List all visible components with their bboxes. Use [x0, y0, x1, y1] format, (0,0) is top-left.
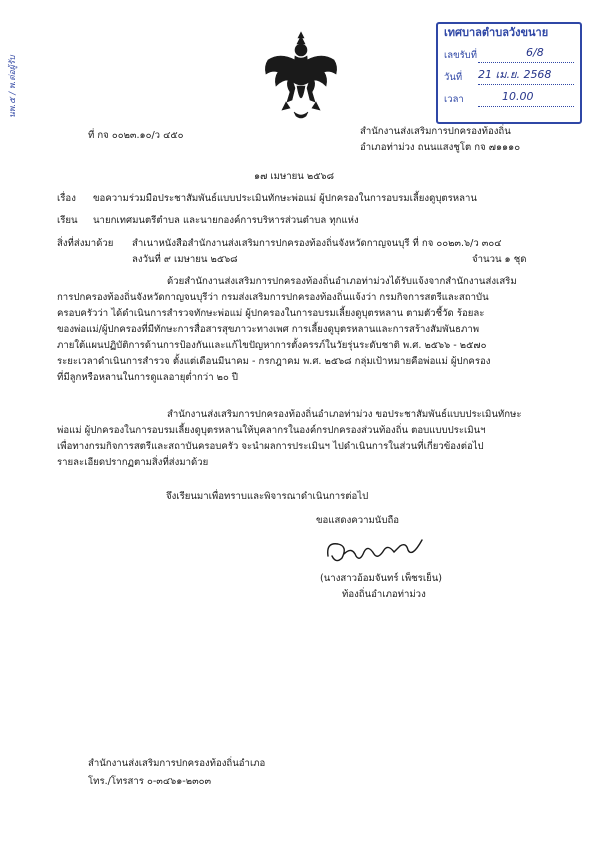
paragraph-line: ที่มีลูกหรือหลานในการดูแลอายุต่ำกว่า ๒๐ ปี — [57, 372, 238, 383]
closing-request: จึงเรียนมาเพื่อทราบและพิจารณาดำเนินการต่อไป — [166, 491, 369, 502]
footer-phone: โทร./โทรสาร ๐-๓๔๖๑-๒๓๐๓ — [88, 776, 212, 787]
paragraph-line: พ่อแม่ ผู้ปกครองในการอบรมเลี้ยงดูบุตรหลานให้บุคลากรในองค์กรปกครองส่วนท้องถิ่น ตอบแบบประเมินฯ — [57, 425, 486, 436]
complimentary-close: ขอแสดงความนับถือ — [316, 515, 400, 526]
receipt-time-label: เวลา — [444, 94, 464, 105]
to-text: นายกเทศมนตรีตำบล และนายกองค์การบริหารส่วนตำบล ทุกแห่ง — [93, 215, 359, 226]
enclosure-line1: สำเนาหนังสือสำนักงานส่งเสริมการปกครองท้องถิ่นจังหวัดกาญจนบุรี ที่ กจ ๐๐๒๓.๖/ว ๓๐๔ — [132, 238, 502, 249]
footer-office: สำนักงานส่งเสริมการปกครองท้องถิ่นอำเภอ — [88, 758, 266, 769]
paragraph-line: ระยะเวลาดำเนินการสำรวจ ตั้งแต่เดือนมีนาคม - กรกฎาคม พ.ศ. ๒๕๖๘ กลุ่มเป้าหมายคือพ่อแม่ ผู้ปกครอง — [57, 356, 491, 367]
receipt-date-label: วันที่ — [444, 72, 463, 83]
receipt-stamp — [436, 22, 582, 124]
enclosure-line2: ลงวันที่ ๙ เมษายน ๒๕๖๘ — [132, 254, 238, 265]
paragraph-line: สำนักงานส่งเสริมการปกครองท้องถิ่นอำเภอท่าม่วง ขอประชาสัมพันธ์แบบประเมินทักษะ — [167, 409, 522, 420]
paragraph-line: รายละเอียดปรากฏตามสิ่งที่ส่งมาด้วย — [57, 457, 209, 468]
receipt-stamp-title: เทศบาลตำบลวังขนาย — [444, 26, 549, 39]
subject-text: ขอความร่วมมือประชาสัมพันธ์แบบประเมินทักษะพ่อแม่ ผู้ปกครองในการอบรมเลี้ยงดูบุตรหลาน — [93, 193, 477, 204]
garuda-emblem-icon — [262, 30, 340, 120]
receipt-date-value: 21 เม.ย. 2568 — [478, 68, 552, 81]
sender-office-line1: สำนักงานส่งเสริมการปกครองท้องถิ่น — [360, 126, 511, 137]
enclosure-quantity: จำนวน ๑ ชุด — [472, 254, 527, 265]
receipt-number-label: เลขรับที่ — [444, 50, 477, 61]
paragraph-line: ด้วยสำนักงานส่งเสริมการปกครองท้องถิ่นอำเภอท่าม่วงได้รับแจ้งจากสำนักงานส่งเสริม — [167, 276, 517, 287]
sender-office-line2: อำเภอท่าม่วง ถนนแสงชูโต กจ ๗๑๑๑๐ — [360, 142, 521, 153]
paragraph-line: ครอบครัวว่า ได้ดำเนินการสำรวจทักษะพ่อแม่ ผู้ปกครองในการอบรมเลี้ยงดูบุตรหลาน ตามตัวชี้วัด ร้อยละ — [57, 308, 485, 319]
receipt-number-value: 6/8 — [526, 46, 544, 59]
corner-handwritten-note: นพ.๕ / พ.ต่อผู้รับ — [8, 55, 18, 118]
subject-label: เรื่อง — [57, 193, 76, 204]
receipt-time-value: 10.00 — [502, 90, 534, 103]
body-paragraph-1 — [57, 276, 557, 388]
paragraph-line: การปกครองท้องถิ่นจังหวัดกาญจนบุรีว่า กรมส่งเสริมการปกครองท้องถิ่นแจ้งว่า กรมกิจการสตรีและสถาบัน — [57, 292, 489, 303]
paragraph-line: เพื่อทางกรมกิจการสตรีและสถาบันครอบครัว จะนำผลการประเมินฯ ไปดำเนินการในส่วนที่เกี่ยวข้องต่อไป — [57, 441, 484, 452]
enclosure-label: สิ่งที่ส่งมาด้วย — [57, 238, 114, 249]
to-label: เรียน — [57, 215, 78, 226]
document-number: ที่ กจ ๐๐๒๓.๑๐/ว ๔๕๐ — [88, 130, 184, 141]
body-paragraph-2 — [57, 409, 557, 473]
paragraph-line: ของพ่อแม่/ผู้ปกครองที่มีทักษะการสื่อสารสุขภาวะทางเพศ การเลี้ยงดูบุตรหลานและการสร้างสัมพันธภาพ — [57, 324, 480, 335]
signer-name: (นางสาวอ้อมจันทร์ เพ็ชรเย็น) — [320, 573, 443, 584]
paragraph-line: ภายใต้แผนปฏิบัติการด้านการป้องกันและแก้ไขปัญหาการตั้งครรภ์ในวัยรุ่นระดับชาติ พ.ศ. ๒๕๖๖ - ๒๕๗๐ — [57, 340, 487, 351]
signer-title: ท้องถิ่นอำเภอท่าม่วง — [342, 589, 426, 600]
handwritten-signature — [322, 532, 442, 568]
document-date: ๑๗ เมษายน ๒๕๖๘ — [254, 171, 334, 182]
